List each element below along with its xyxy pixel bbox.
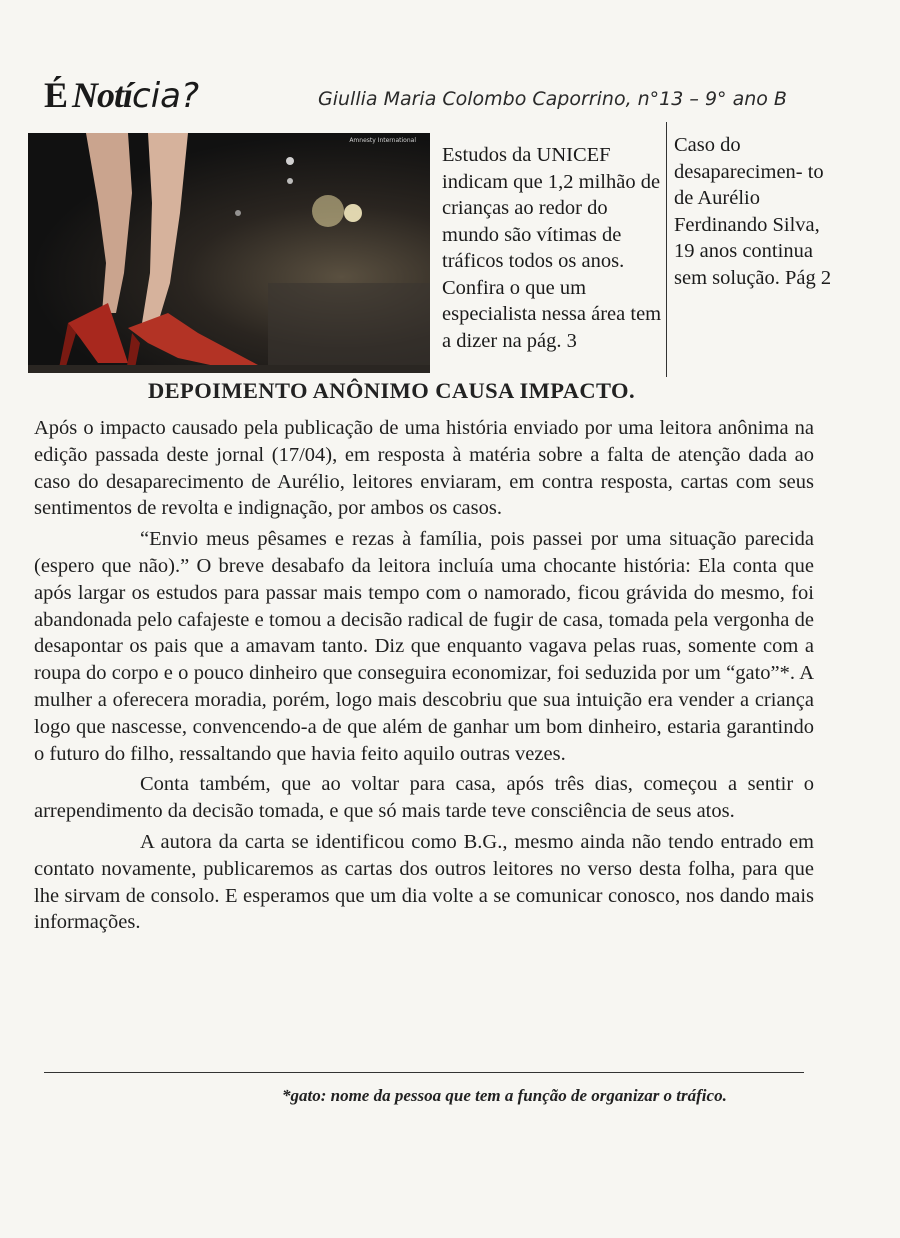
masthead-title: [44, 74, 199, 116]
article-body: [34, 415, 814, 940]
masthead-not: Notí: [72, 75, 133, 115]
paragraph-3: Conta também, que ao voltar para casa, após três dias, começou a sentir o arrependimento da decisão tomada, e que só mais tarde teve consciência de seus atos.: [34, 773, 814, 823]
cover-photo: [28, 133, 430, 373]
article-headline: DEPOIMENTO ANÔNIMO CAUSA IMPACTO.: [148, 378, 635, 403]
paragraph-1: Após o impacto causado pela publicação de uma história enviado por uma leitora anônima na edição passada deste jornal (17/04), em resposta à matéria sobre a falta de atenção dada ao caso do desaparecimento de Aurélio, leitores enviaram, em contra resposta, cartas com seus sentimentos de revolta e indignação, por ambos os casos.: [34, 417, 814, 520]
legs-heels-illustration: [28, 133, 430, 373]
column-divider: [666, 122, 667, 377]
teaser-unicef: Estudos da UNICEF indicam que 1,2 milhão de crianças ao redor do mundo são vítimas de tráficos todos os anos. Confira o que um especialista nessa área tem a dizer na pág. 3: [442, 144, 662, 352]
teaser-aurelio: Caso do desaparecimen- to de Aurélio Ferdinando Silva, 19 anos continua sem solução. Pág 2: [674, 134, 832, 289]
paragraph-2: “Envio meus pêsames e rezas à família, pois passei por uma situação parecida (espero que não).” O breve desabafo da leitora incluía uma chocante história: Ela conta que após largar os estudos para passar mais tempo com o namorado, ficou grávida do mesmo, foi abandonada pelo cafajeste e tomou a decisão radical de fugir de casa, tomada pela vergonha de desapontar os pais que a amavam tanto. Diz que enquanto vagava pelas ruas, somente com a roupa do corpo e o pouco dinheiro que conseguira economizar, foi seduzida por um “gato”*. A mulher a oferecera moradia, porém, logo mais descobriu que sua intuição era vender a criança logo que nascesse, convencendo-a de que além de ganhar um bom dinheiro, estaria garantindo o futuro do filho, ressaltando que havia feito aquilo outras vezes.: [34, 528, 814, 765]
footnote-divider: [44, 1072, 804, 1073]
masthead-e: É: [44, 75, 69, 115]
masthead-cia: cia?: [132, 76, 200, 116]
paragraph-4: A autora da carta se identificou como B.G., mesmo ainda não tendo entrado em contato novamente, publicaremos as cartas dos outros leitores no verso desta folha, para que lhe sirvam de consolo. E esperamos que um dia volte a se comunicar conosco, nos dando mais informações.: [34, 830, 814, 934]
amnesty-logo: Amnesty International: [349, 137, 416, 144]
author-line: Giullia Maria Colombo Caporrino, n°13 – 9° ano B: [318, 88, 787, 110]
footnote: *gato: nome da pessoa que tem a função de organizar o tráfico.: [282, 1086, 727, 1105]
